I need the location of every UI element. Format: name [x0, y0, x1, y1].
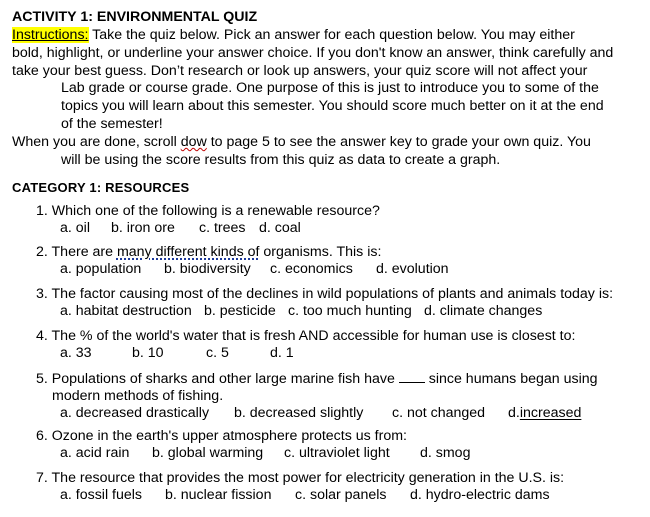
- question-text: 5. Populations of sharks and other large marine fish have since humans began using: [36, 371, 598, 387]
- answer-choices: [36, 445, 641, 462]
- choice-b[interactable]: b. biodiversity: [164, 261, 251, 277]
- answer-choices: [36, 303, 641, 320]
- choice-c[interactable]: c. not changed: [392, 405, 486, 421]
- choice-a[interactable]: a. acid rain: [60, 445, 130, 461]
- question-3: [36, 286, 641, 320]
- instructions-line-7: When you are done, scroll dow to page 5 to see the answer key to grade your own quiz. You: [12, 133, 591, 150]
- choice-a[interactable]: a. oil: [60, 220, 90, 236]
- activity-title: ACTIVITY 1: ENVIRONMENTAL QUIZ: [12, 9, 258, 25]
- answer-blank: [399, 370, 425, 383]
- question-text: 6. Ozone in the earth's upper atmosphere protects us from:: [36, 428, 407, 444]
- choice-b[interactable]: b. 10: [132, 345, 164, 361]
- question-4: [36, 328, 641, 362]
- answer-choices: [36, 405, 641, 422]
- question-6: [36, 428, 641, 462]
- choice-a[interactable]: a. decreased drastically: [60, 405, 210, 421]
- choice-d[interactable]: d. 1: [270, 345, 294, 361]
- choice-d[interactable]: d. smog: [420, 445, 471, 461]
- instructions-line-1: Instructions: Take the quiz below. Pick an answer for each question below. You may either: [12, 27, 575, 43]
- choice-b[interactable]: b. nuclear fission: [165, 487, 272, 503]
- instructions-line-2: bold, highlight, or underline your answer choice. If you don't know an answer, think carefully and: [12, 44, 614, 61]
- question-2: [36, 244, 641, 278]
- question-text: 2. There are many different kinds of organisms. This is:: [36, 244, 382, 260]
- choice-c[interactable]: c. too much hunting: [288, 303, 412, 319]
- instructions-label: Instructions:: [12, 27, 89, 43]
- choice-a[interactable]: a. 33: [60, 345, 92, 361]
- question-7: [36, 470, 641, 504]
- choice-d[interactable]: d. hydro-electric dams: [410, 487, 550, 503]
- instructions-line-5: topics you will learn about this semester. You should score much better on it at the end: [61, 98, 604, 115]
- choice-a[interactable]: a. fossil fuels: [60, 487, 143, 503]
- choice-b[interactable]: b. iron ore: [111, 220, 175, 236]
- choice-d[interactable]: d. coal: [259, 220, 301, 236]
- instructions-paragraph: [12, 27, 642, 169]
- category-heading: CATEGORY 1: RESOURCES: [12, 180, 190, 195]
- choice-c[interactable]: c. solar panels: [295, 487, 387, 503]
- choice-c[interactable]: c. ultraviolet light: [284, 445, 390, 461]
- question-text: 4. The % of the world's water that is fresh AND accessible for human use is closest to:: [36, 328, 576, 344]
- instructions-line-6: of the semester!: [61, 115, 163, 132]
- answer-choices: [36, 261, 641, 278]
- choice-c[interactable]: c. trees: [199, 220, 246, 236]
- choice-a[interactable]: a. population: [60, 261, 142, 277]
- choice-b[interactable]: b. global warming: [152, 445, 264, 461]
- instructions-line-8: will be using the score results from this quiz as data to create a graph.: [61, 151, 501, 168]
- choice-b[interactable]: b. pesticide: [204, 303, 276, 319]
- misspelled-word: dow: [180, 133, 207, 150]
- question-1: [36, 203, 641, 237]
- question-text: 7. The resource that provides the most power for electricity generation in the U.S. is:: [36, 470, 565, 486]
- choice-d[interactable]: d. climate changes: [424, 303, 543, 319]
- question-text-continued: modern methods of fishing.: [52, 388, 224, 404]
- underlined-answer: increased: [519, 405, 582, 421]
- answer-choices: [36, 487, 641, 504]
- choice-a[interactable]: a. habitat destruction: [60, 303, 192, 319]
- question-text: 3. The factor causing most of the declines in wild populations of plants and animals today is:: [36, 286, 614, 302]
- grammar-flagged-phrase: many different kinds of: [116, 244, 260, 260]
- choice-c[interactable]: c. 5: [206, 345, 229, 361]
- instructions-line-4: Lab grade or course grade. One purpose of this is just to introduce you to some of the: [61, 80, 599, 97]
- question-5: [36, 370, 641, 422]
- choice-c[interactable]: c. economics: [270, 261, 353, 277]
- answer-choices: [36, 220, 641, 237]
- answer-choices: [36, 345, 641, 362]
- instructions-line-3: take your best guess. Don’t research or look up answers, your quiz score will not affect your: [12, 62, 588, 79]
- choice-b[interactable]: b. decreased slightly: [234, 405, 364, 421]
- choice-d[interactable]: d.increased: [508, 405, 582, 421]
- question-text: 1. Which one of the following is a renewable resource?: [36, 203, 380, 219]
- choice-d[interactable]: d. evolution: [376, 261, 449, 277]
